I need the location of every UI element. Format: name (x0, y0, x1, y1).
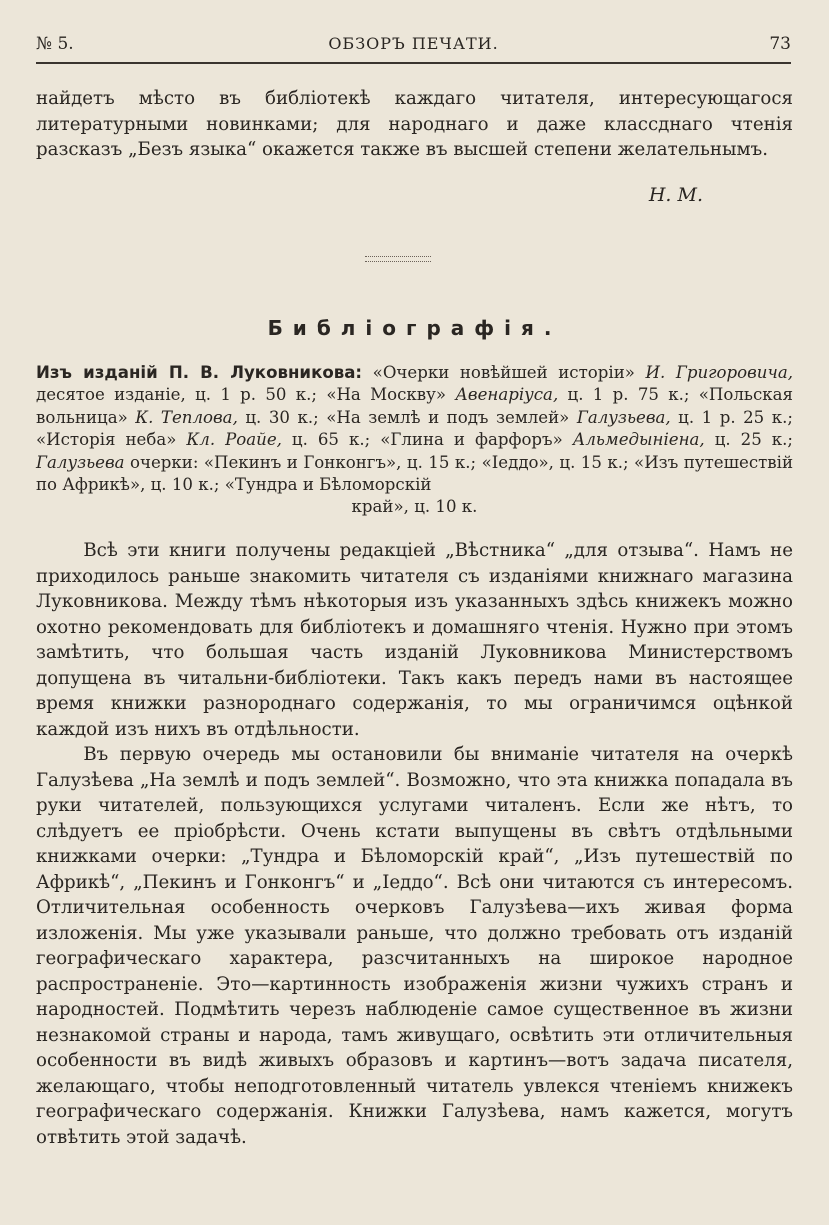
running-header (36, 28, 791, 64)
section-title: Библіографія. (267, 316, 562, 340)
entry-text: ц. 1 р. 75 к.; «Польская вольница» (36, 385, 793, 427)
entry-author: Авенаріуса, (455, 385, 559, 405)
entry-text: ц. 65 к.; «Глина и фарфоръ» (281, 430, 573, 450)
section-divider (365, 256, 431, 262)
entry-lead: Изъ изданій П. В. Луковникова: (36, 363, 363, 382)
entry-text: «Очерки новѣйшей исторіи» (362, 363, 646, 382)
running-title: ОБЗОРЪ ПЕЧАТИ. (328, 34, 499, 53)
entry-last-line: край», ц. 10 к. (351, 497, 478, 517)
entry-author: Альмедыніена, (572, 430, 705, 450)
entry-text: десятое изданіе, ц. 1 р. 50 к.; «На Москву» (36, 385, 456, 405)
entry-text: ц. 30 к.; «На землѣ и подъ землей» (237, 407, 577, 427)
signature: Н. М. (648, 184, 703, 206)
entry-text: ц. 1 р. 25 к.; «Исторія неба» (36, 407, 793, 450)
issue-number: № 5. (36, 34, 74, 54)
entry-text: очерки: «Пекинъ и Гонконгъ», ц. 15 к.; «Іеддо», ц. 15 к.; «Изъ путешествій по Африкѣ», ц. 10 к.; «Тундра и Бѣломорскій (36, 452, 793, 495)
entry-author: Галузьева (36, 452, 125, 472)
entry-author: И. Григоровича, (645, 363, 793, 382)
entry-text: ц. 25 к.; (704, 430, 793, 450)
entry-author: К. Теплова, (135, 407, 238, 427)
review-body (36, 538, 793, 1150)
entry-author: Кл. Роайе, (186, 430, 282, 450)
entry-author: Галузьева, (576, 407, 671, 427)
page-number: 73 (769, 34, 791, 54)
opening-paragraph: найдетъ мѣсто въ библіотекѣ каждаго читателя, интересующагося литературными новинками; для народнаго и даже классднаго чтенія разсказъ „Безъ языка“ окажется также въ высшей степени желательнымъ. (36, 88, 793, 160)
review-paragraph-1: Всѣ эти книги получены редакціей „Вѣстника“ „для отзыва“. Намъ не приходилось раньше знакомить читателя съ изданіями книжнаго магазина Луковникова. Между тѣмъ нѣкоторыя изъ указанныхъ здѣсь книжекъ можно охотно рекомендовать для библіотекъ и домашняго чтенія. Нужно при этомъ замѣтить, что большая часть изданій Луковникова Министерствомъ допущена въ читальни-библіотеки. Такъ какъ передъ нами въ настоящее время книжки разнороднаго содержанія, то мы ограничимся оцѣнкой каждой изъ нихъ въ отдѣльности. (36, 540, 793, 740)
bibliography-entry (36, 362, 793, 519)
review-paragraph-2: Въ первую очередь мы остановили бы вниманіе читателя на очеркѣ Галузѣева „На землѣ и подъ землей“. Возможно, что эта книжка попадала въ руки читателей, пользующихся услугами читаленъ. Если же нѣтъ, то слѣдуетъ ее пріобрѣсти. Очень кстати выпущены въ свѣтъ отдѣльными книжками очерки: „Тундра и Бѣломорскій край“, „Изъ путешествій по Африкѣ“, „Пекинъ и Гонконгъ“ и „Іеддо“. Всѣ они читаются съ интересомъ. Отличительная особенность очерковъ Галузѣева—ихъ живая форма изложенія. Мы уже указывали раньше, что должно требовать отъ изданій географическаго характера, разсчитанныхъ на широкое народное распространеніе. Это—картинность изображенія жизни чужихъ странъ и народностей. Подмѣтить черезъ наблюденіе самое существенное въ жизни незнакомой страны и народа, тамъ живущаго, освѣтить эти отличительныя особенности въ видѣ живыхъ образовъ и картинъ—вотъ задача писателя, желающаго, чтобы неподготовленный читатель увлекся чтеніемъ книжекъ географическаго содержанія. Книжки Галузѣева, намъ кажется, могутъ отвѣтить этой задачѣ. (36, 744, 793, 1148)
opening-paragraph-block (36, 86, 793, 163)
